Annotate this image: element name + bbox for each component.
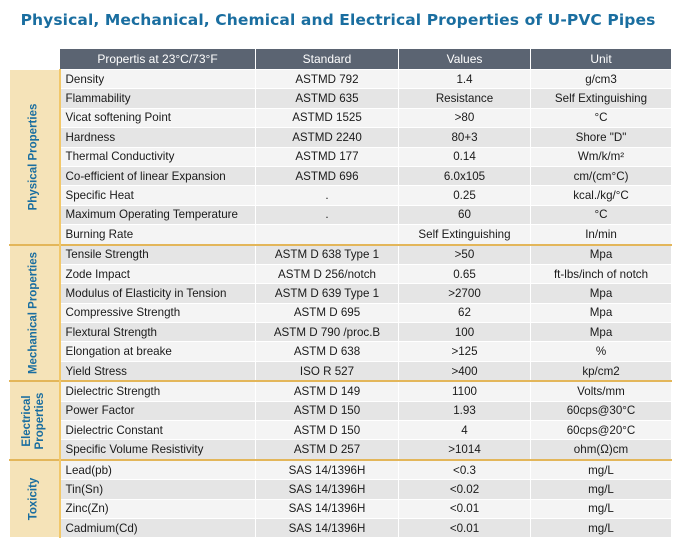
unit-cell: °C bbox=[531, 108, 672, 127]
standard-cell: ASTMD 2240 bbox=[256, 128, 399, 147]
property-cell: Power Factor bbox=[60, 401, 256, 420]
standard-cell bbox=[256, 225, 399, 245]
unit-cell: mg/L bbox=[531, 518, 672, 537]
standard-cell: ASTMD 696 bbox=[256, 166, 399, 185]
value-cell: <0.01 bbox=[399, 499, 531, 518]
unit-cell: cm/(cm°C) bbox=[531, 166, 672, 185]
standard-cell: . bbox=[256, 205, 399, 224]
property-cell: Flextural Strength bbox=[60, 323, 256, 342]
properties-table bbox=[9, 48, 672, 538]
table-header-row bbox=[10, 49, 672, 70]
property-cell: Tensile Strength bbox=[60, 245, 256, 265]
property-cell: Modulus of Elasticity in Tension bbox=[60, 284, 256, 303]
unit-cell: mg/L bbox=[531, 499, 672, 518]
property-cell: Flammability bbox=[60, 89, 256, 108]
property-cell: Burning Rate bbox=[60, 225, 256, 245]
unit-cell: 60cps@30°C bbox=[531, 401, 672, 420]
table-row bbox=[10, 89, 672, 108]
standard-cell: ASTMD 792 bbox=[256, 70, 399, 89]
table-row bbox=[10, 205, 672, 224]
property-cell: Vicat softening Point bbox=[60, 108, 256, 127]
table-row bbox=[10, 460, 672, 480]
unit-cell: 60cps@20°C bbox=[531, 421, 672, 440]
table-row bbox=[10, 245, 672, 265]
value-cell: >50 bbox=[399, 245, 531, 265]
unit-cell: Mpa bbox=[531, 303, 672, 322]
category-label bbox=[28, 252, 41, 374]
property-cell: Maximum Operating Temperature bbox=[60, 205, 256, 224]
standard-cell: SAS 14/1396H bbox=[256, 480, 399, 499]
property-cell: Elongation at breake bbox=[60, 342, 256, 361]
unit-cell: Wm/k/m² bbox=[531, 147, 672, 166]
value-cell: 100 bbox=[399, 323, 531, 342]
property-cell: Compressive Strength bbox=[60, 303, 256, 322]
value-cell: 1100 bbox=[399, 381, 531, 401]
header-property: Propertis at 23°C/73°F bbox=[60, 49, 256, 70]
property-cell: Yield Stress bbox=[60, 361, 256, 381]
property-cell: Zode Impact bbox=[60, 264, 256, 283]
standard-cell: ASTM D 150 bbox=[256, 401, 399, 420]
category-toxicity bbox=[10, 460, 60, 538]
standard-cell: SAS 14/1396H bbox=[256, 518, 399, 537]
table-row bbox=[10, 401, 672, 420]
value-cell: 0.25 bbox=[399, 186, 531, 205]
property-cell: Thermal Conductivity bbox=[60, 147, 256, 166]
standard-cell: ASTMD 635 bbox=[256, 89, 399, 108]
table-body bbox=[10, 70, 672, 538]
category-label-line: Electrical bbox=[21, 394, 34, 447]
value-cell: 0.14 bbox=[399, 147, 531, 166]
standard-cell: . bbox=[256, 186, 399, 205]
table-row bbox=[10, 480, 672, 499]
table-row bbox=[10, 284, 672, 303]
property-cell: Cadmium(Cd) bbox=[60, 518, 256, 537]
property-cell: Specific Volume Resistivity bbox=[60, 440, 256, 460]
unit-cell: ft-lbs/inch of notch bbox=[531, 264, 672, 283]
standard-cell: ASTM D 150 bbox=[256, 421, 399, 440]
standard-cell: ASTM D 149 bbox=[256, 381, 399, 401]
table-row bbox=[10, 381, 672, 401]
property-cell: Specific Heat bbox=[60, 186, 256, 205]
category-label bbox=[28, 103, 41, 210]
table-row bbox=[10, 186, 672, 205]
table-row bbox=[10, 108, 672, 127]
category-electrical-properties bbox=[10, 381, 60, 460]
standard-cell: ASTMD 1525 bbox=[256, 108, 399, 127]
unit-cell: kp/cm2 bbox=[531, 361, 672, 381]
property-cell: Zinc(Zn) bbox=[60, 499, 256, 518]
value-cell: 62 bbox=[399, 303, 531, 322]
table-row bbox=[10, 264, 672, 283]
header-unit: Unit bbox=[531, 49, 672, 70]
category-mechanical-properties bbox=[10, 245, 60, 382]
category-label-line: Mechanical Properties bbox=[27, 251, 40, 374]
value-cell: 1.4 bbox=[399, 70, 531, 89]
category-physical-properties bbox=[10, 70, 60, 245]
value-cell: >80 bbox=[399, 108, 531, 127]
standard-cell: ASTMD 177 bbox=[256, 147, 399, 166]
table-row bbox=[10, 303, 672, 322]
value-cell: >1014 bbox=[399, 440, 531, 460]
unit-cell: mg/L bbox=[531, 480, 672, 499]
value-cell: 60 bbox=[399, 205, 531, 224]
unit-cell: Mpa bbox=[531, 323, 672, 342]
unit-cell: In/min bbox=[531, 225, 672, 245]
value-cell: <0.01 bbox=[399, 518, 531, 537]
unit-cell: % bbox=[531, 342, 672, 361]
property-cell: Hardness bbox=[60, 128, 256, 147]
unit-cell: Volts/mm bbox=[531, 381, 672, 401]
header-standard: Standard bbox=[256, 49, 399, 70]
table-row bbox=[10, 166, 672, 185]
value-cell: 6.0x105 bbox=[399, 166, 531, 185]
standard-cell: SAS 14/1396H bbox=[256, 499, 399, 518]
value-cell: >2700 bbox=[399, 284, 531, 303]
header-spacer bbox=[10, 49, 60, 70]
table-row bbox=[10, 70, 672, 89]
value-cell: Self Extinguishing bbox=[399, 225, 531, 245]
value-cell: 0.65 bbox=[399, 264, 531, 283]
property-cell: Density bbox=[60, 70, 256, 89]
unit-cell: Self Extinguishing bbox=[531, 89, 672, 108]
property-cell: Dielectric Strength bbox=[60, 381, 256, 401]
table-row bbox=[10, 128, 672, 147]
table-row bbox=[10, 499, 672, 518]
value-cell: <0.3 bbox=[399, 460, 531, 480]
property-cell: Tin(Sn) bbox=[60, 480, 256, 499]
category-label bbox=[21, 392, 47, 449]
category-label-line: Toxicity bbox=[27, 477, 40, 521]
category-label-line: Physical Properties bbox=[27, 103, 40, 211]
standard-cell: ASTM D 790 /proc.B bbox=[256, 323, 399, 342]
standard-cell: ASTM D 638 bbox=[256, 342, 399, 361]
unit-cell: mg/L bbox=[531, 460, 672, 480]
standard-cell: SAS 14/1396H bbox=[256, 460, 399, 480]
value-cell: Resistance bbox=[399, 89, 531, 108]
value-cell: <0.02 bbox=[399, 480, 531, 499]
value-cell: 1.93 bbox=[399, 401, 531, 420]
unit-cell: Shore "D" bbox=[531, 128, 672, 147]
unit-cell: ohm(Ω)cm bbox=[531, 440, 672, 460]
unit-cell: Mpa bbox=[531, 284, 672, 303]
table-row bbox=[10, 147, 672, 166]
property-cell: Lead(pb) bbox=[60, 460, 256, 480]
standard-cell: ASTM D 695 bbox=[256, 303, 399, 322]
standard-cell: ASTM D 257 bbox=[256, 440, 399, 460]
value-cell: >400 bbox=[399, 361, 531, 381]
page-title: Physical, Mechanical, Chemical and Electrical Properties of U-PVC Pipes bbox=[20, 11, 656, 29]
value-cell: 80+3 bbox=[399, 128, 531, 147]
table-row bbox=[10, 342, 672, 361]
category-label-line: Properties bbox=[34, 392, 47, 449]
unit-cell: Mpa bbox=[531, 245, 672, 265]
header-values: Values bbox=[399, 49, 531, 70]
table-row bbox=[10, 440, 672, 460]
category-label bbox=[28, 478, 41, 521]
standard-cell: ISO R 527 bbox=[256, 361, 399, 381]
value-cell: >125 bbox=[399, 342, 531, 361]
table-row bbox=[10, 421, 672, 440]
value-cell: 4 bbox=[399, 421, 531, 440]
unit-cell: °C bbox=[531, 205, 672, 224]
table-row bbox=[10, 518, 672, 537]
standard-cell: ASTM D 256/notch bbox=[256, 264, 399, 283]
standard-cell: ASTM D 639 Type 1 bbox=[256, 284, 399, 303]
unit-cell: g/cm3 bbox=[531, 70, 672, 89]
standard-cell: ASTM D 638 Type 1 bbox=[256, 245, 399, 265]
property-cell: Dielectric Constant bbox=[60, 421, 256, 440]
table-row bbox=[10, 225, 672, 245]
table-row bbox=[10, 323, 672, 342]
unit-cell: kcal./kg/°C bbox=[531, 186, 672, 205]
table-row bbox=[10, 361, 672, 381]
property-cell: Co-efficient of linear Expansion bbox=[60, 166, 256, 185]
